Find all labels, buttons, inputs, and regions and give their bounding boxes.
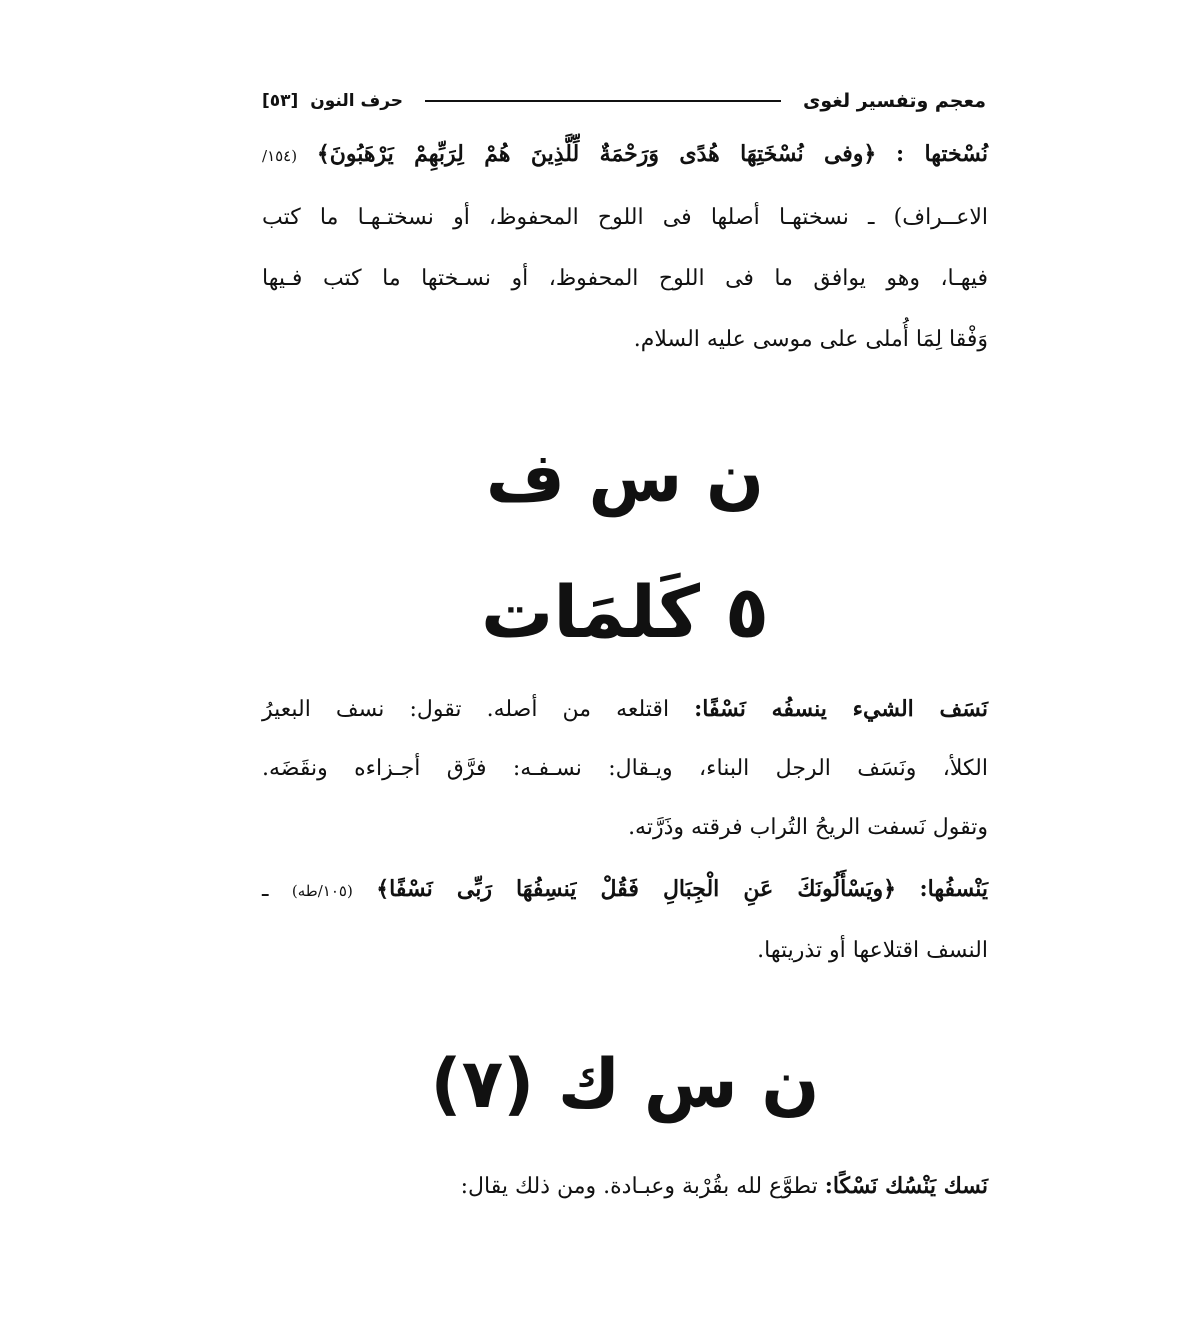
entry-nasafa — [262, 680, 988, 857]
dash: ـ — [262, 877, 269, 902]
word-count-heading: ٥ كَلمَات — [481, 570, 769, 654]
entry-line — [262, 124, 988, 187]
entry-nuskhatiha — [262, 124, 988, 370]
entry-line: وتقول نَسفت الريحُ التُراب فرقته وذَرَّته. — [628, 815, 988, 840]
root-heading-nsf: ن س ف — [485, 439, 765, 518]
header-rule — [425, 100, 781, 102]
page-number: [٥٣] — [262, 91, 299, 111]
entry-text: تطوَّع لله بقُرْبة وعبـادة. ومن ذلك يقال: — [460, 1174, 818, 1199]
verse-reference: (١٠٥/طه) — [291, 882, 353, 900]
running-header — [262, 86, 986, 116]
entry-yansifuha — [262, 860, 988, 980]
entry-term: نَسك يَنْسُك نَسْكًا: — [824, 1173, 988, 1199]
entry-line: الاعــراف) ـ نسختهـا أصلها فى اللوح المحفوظ، أو نسختـهـا ما كتب — [262, 205, 988, 230]
book-title: معجم وتفسير لغوى — [802, 90, 986, 112]
quran-verse: ﴿وفى نُسْخَتِهَا هُدًى وَرَحْمَةٌ لِّلَّذِينَ هُمْ لِرَبِّهِمْ يَرْهَبُونَ﴾ — [316, 141, 877, 167]
entry-term: نُسْختها : — [896, 141, 988, 167]
entry-line: فيهـا، وهو يوافق ما فى اللوح المحفوظ، أو نسـختها ما كتب فـيها — [262, 266, 988, 291]
entry-line — [262, 1156, 988, 1217]
entry-line: النسف اقتلاعها أو تذريتها. — [757, 938, 988, 963]
entry-nasaka — [262, 1156, 988, 1217]
entry-term: يَنْسفُها: — [919, 876, 989, 902]
quran-verse: ﴿ويَسْأَلُونَكَ عَنِ الْجِبَالِ فَقُلْ يَنسِفُهَا رَبِّى نَسْفًا﴾ — [376, 876, 897, 902]
entry-line — [262, 860, 988, 921]
entry-line: الكلأ، ونَسَف الرجل البناء، ويـقال: نسـفـه: فرَّق أجـزاءه ونقَضَه. — [262, 756, 988, 781]
entry-term: نَسَف الشيء ينسفُه نَسْفًا: — [694, 696, 989, 722]
root-heading-nsk: ن س ك (٧) — [430, 1045, 820, 1124]
chapter-name: حرف النون — [310, 91, 404, 111]
entry-line: وَفْقا لِمَا أُملى على موسى عليه السلام. — [633, 327, 988, 352]
chapter-title — [262, 91, 403, 111]
verse-reference: (١٥٤/ — [262, 147, 298, 165]
entry-line — [262, 680, 988, 739]
entry-text: اقتلعه من أصله. تقول: نسف البعيرُ — [262, 697, 670, 722]
